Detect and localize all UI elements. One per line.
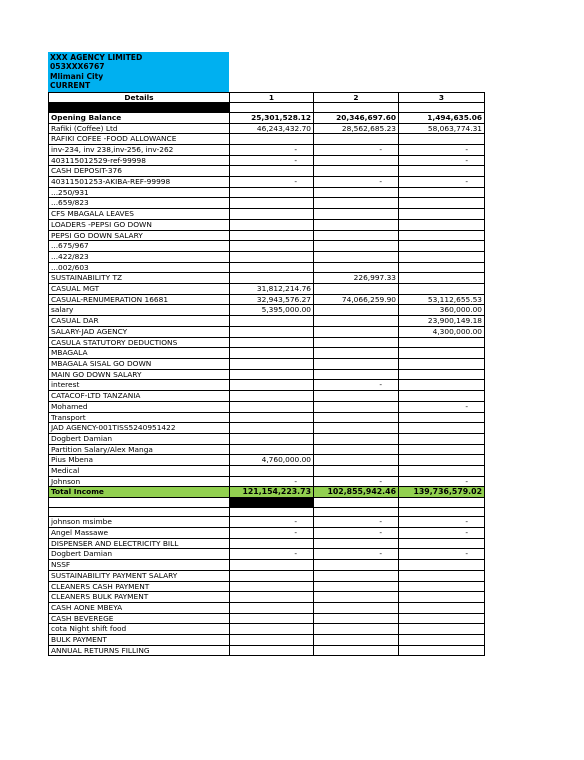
company-name: XXX AGENCY LIMITED: [50, 53, 143, 62]
company-header: [48, 52, 229, 92]
row-value: [314, 423, 399, 434]
total-value: 139,736,579.02: [399, 487, 485, 498]
row-value: [399, 134, 485, 145]
row-value: [399, 444, 485, 455]
table-row: [49, 230, 485, 241]
row-label: MAIN GO DOWN SALARY: [49, 369, 230, 380]
row-value: [314, 369, 399, 380]
row-value: [399, 645, 485, 656]
total-value: 121,154,223.73: [230, 487, 314, 498]
row-value: [314, 230, 399, 241]
row-value: [230, 337, 314, 348]
table-row: [49, 517, 485, 528]
row-label: MBAGALA SISAL GO DOWN: [49, 359, 230, 370]
row-label: CASH DEPOSIT-376: [49, 166, 230, 177]
row-value: 46,243,432.70: [230, 123, 314, 134]
row-value: [314, 326, 399, 337]
row-label: JAD AGENCY-001TISS5240951422: [49, 423, 230, 434]
blank-cell: [49, 507, 230, 517]
row-label: ...250/931: [49, 187, 230, 198]
row-value: [314, 570, 399, 581]
row-value: -: [230, 517, 314, 528]
row-value: [399, 391, 485, 402]
row-value: [399, 412, 485, 423]
row-value: [230, 198, 314, 209]
row-value: [230, 401, 314, 412]
row-value: -: [314, 380, 399, 391]
separator-cell: [230, 498, 314, 508]
table-row: [49, 476, 485, 487]
row-value: [399, 187, 485, 198]
row-value: [230, 635, 314, 646]
table-row: [49, 123, 485, 134]
table-row: [49, 433, 485, 444]
row-value: [230, 187, 314, 198]
row-value: [230, 326, 314, 337]
table-row: [49, 316, 485, 327]
row-value: [314, 251, 399, 262]
row-label: Pius Mbena: [49, 455, 230, 466]
row-label: CASUAL-RENUMERATION 16681: [49, 294, 230, 305]
row-value: [314, 219, 399, 230]
table-row: [49, 592, 485, 603]
row-value: [399, 635, 485, 646]
row-value: [314, 337, 399, 348]
table-row: [49, 444, 485, 455]
spreadsheet: [48, 52, 484, 656]
row-value: [230, 613, 314, 624]
row-value: [230, 538, 314, 549]
row-label: CASULA STATUTORY DEDUCTIONS: [49, 337, 230, 348]
row-value: -: [314, 528, 399, 539]
row-value: [399, 455, 485, 466]
row-value: [399, 273, 485, 284]
separator-row: [49, 103, 485, 113]
row-label: MBAGALA: [49, 348, 230, 359]
row-value: [399, 230, 485, 241]
row-value: [399, 337, 485, 348]
row-label: DISPENSER AND ELECTRICITY BILL: [49, 538, 230, 549]
row-value: [399, 613, 485, 624]
row-value: [399, 262, 485, 273]
row-label: ...659/823: [49, 198, 230, 209]
row-value: 5,395,000.00: [230, 305, 314, 316]
table-row: [49, 528, 485, 539]
row-value: [230, 602, 314, 613]
row-value: -: [399, 144, 485, 155]
row-label: cota Night shift food: [49, 624, 230, 635]
row-value: [230, 273, 314, 284]
row-value: [399, 624, 485, 635]
row-value: -: [314, 549, 399, 560]
row-label: CFS MBAGALA LEAVES: [49, 209, 230, 220]
ledger-table: [48, 92, 485, 657]
row-label: Dogbert Damian: [49, 549, 230, 560]
table-row: [49, 455, 485, 466]
row-value: [314, 187, 399, 198]
row-value: [230, 592, 314, 603]
row-value: 4,300,000.00: [399, 326, 485, 337]
table-row: [49, 613, 485, 624]
row-label: johnson msimbe: [49, 517, 230, 528]
row-value: -: [230, 144, 314, 155]
row-label: BULK PAYMENT: [49, 635, 230, 646]
row-value: [399, 560, 485, 571]
row-value: -: [399, 155, 485, 166]
table-row: [49, 241, 485, 252]
table-row: [49, 348, 485, 359]
row-value: [230, 209, 314, 220]
blank-cell: [399, 507, 485, 517]
row-value: [314, 602, 399, 613]
row-label: SUSTAINABILITY TZ: [49, 273, 230, 284]
table-row: [49, 219, 485, 230]
row-value: [230, 219, 314, 230]
row-value: [314, 538, 399, 549]
row-value: -: [230, 155, 314, 166]
row-value: [230, 560, 314, 571]
table-row: [49, 391, 485, 402]
table-row: [49, 570, 485, 581]
row-value: [314, 209, 399, 220]
row-value: -: [399, 401, 485, 412]
row-value: [314, 560, 399, 571]
row-value: 20,346,697.60: [314, 112, 399, 123]
row-value: [230, 241, 314, 252]
row-value: [314, 241, 399, 252]
row-value: 23,900,149.18: [399, 316, 485, 327]
table-row: [49, 401, 485, 412]
row-value: -: [314, 177, 399, 188]
table-row: [49, 209, 485, 220]
table-row: [49, 112, 485, 123]
row-value: -: [230, 549, 314, 560]
row-label: Dogbert Damian: [49, 433, 230, 444]
row-value: [314, 635, 399, 646]
company-code: 053XXX6767: [50, 62, 105, 72]
blank-cell: [230, 507, 314, 517]
table-row: [49, 369, 485, 380]
row-value: -: [399, 528, 485, 539]
row-value: -: [230, 177, 314, 188]
row-label: ...422/823: [49, 251, 230, 262]
row-value: -: [230, 528, 314, 539]
table-row: [49, 198, 485, 209]
table-row: [49, 187, 485, 198]
row-value: 31,812,214.76: [230, 284, 314, 295]
row-value: 53,112,655.53: [399, 294, 485, 305]
table-row: [49, 144, 485, 155]
table-row: [49, 326, 485, 337]
table-row: [49, 380, 485, 391]
row-label: NSSF: [49, 560, 230, 571]
row-label: CLEANERS BULK PAYMENT: [49, 592, 230, 603]
row-value: [399, 602, 485, 613]
row-value: 360,000.00: [399, 305, 485, 316]
row-label: LOADERS -PEPSI GO DOWN: [49, 219, 230, 230]
row-value: [230, 570, 314, 581]
row-value: [399, 219, 485, 230]
row-value: [399, 251, 485, 262]
row-value: [230, 380, 314, 391]
table-row: [49, 284, 485, 295]
row-value: [230, 348, 314, 359]
row-value: -: [399, 549, 485, 560]
row-value: [230, 645, 314, 656]
table-row: [49, 466, 485, 477]
row-value: [399, 209, 485, 220]
row-label: Angel Massawe: [49, 528, 230, 539]
table-row: [49, 624, 485, 635]
row-label: Transport: [49, 412, 230, 423]
table-row: [49, 305, 485, 316]
row-label: 40311501253-AKIBA-REF-99998: [49, 177, 230, 188]
table-row: [49, 337, 485, 348]
table-row: [49, 251, 485, 262]
row-value: [314, 391, 399, 402]
row-value: [314, 284, 399, 295]
separator-cell: [314, 103, 399, 113]
row-value: [314, 401, 399, 412]
row-value: [314, 624, 399, 635]
row-value: -: [230, 476, 314, 487]
table-row: [49, 581, 485, 592]
row-label: ...002/603: [49, 262, 230, 273]
table-row: [49, 538, 485, 549]
row-label: Rafiki (Coffee) Ltd: [49, 123, 230, 134]
row-label: Opening Balance: [49, 112, 230, 123]
row-value: 58,063,774.31: [399, 123, 485, 134]
row-label: CASUAL DAR: [49, 316, 230, 327]
total-row: [49, 487, 485, 498]
column-header: Details: [49, 92, 230, 103]
table-row: [49, 155, 485, 166]
row-value: [230, 412, 314, 423]
row-value: [230, 466, 314, 477]
column-header: 2: [314, 92, 399, 103]
row-value: [314, 613, 399, 624]
row-label: Mohamed: [49, 401, 230, 412]
row-value: 1,494,635.06: [399, 112, 485, 123]
row-value: [314, 166, 399, 177]
row-value: [230, 444, 314, 455]
row-value: -: [399, 177, 485, 188]
table-row: [49, 166, 485, 177]
row-label: SALARY-JAD AGENCY: [49, 326, 230, 337]
row-label: CASH BEVEREGE: [49, 613, 230, 624]
separator-row: [49, 498, 485, 508]
row-value: [230, 251, 314, 262]
table-row: [49, 602, 485, 613]
row-label: interest: [49, 380, 230, 391]
table-row: [49, 549, 485, 560]
table-row: [49, 294, 485, 305]
table-row: [49, 359, 485, 370]
separator-cell: [230, 103, 314, 113]
row-value: 32,943,576.27: [230, 294, 314, 305]
separator-cell: [49, 498, 230, 508]
row-value: [230, 581, 314, 592]
blank-cell: [314, 507, 399, 517]
row-label: PEPSI GO DOWN SALARY: [49, 230, 230, 241]
row-value: [399, 380, 485, 391]
separator-cell: [399, 103, 485, 113]
row-label: SUSTAINABILITY PAYMENT SALARY: [49, 570, 230, 581]
row-label: RAFIKI COFEE -FOOD ALLOWANCE: [49, 134, 230, 145]
row-label: CATACOF-LTD TANZANIA: [49, 391, 230, 402]
row-value: [230, 433, 314, 444]
row-value: [399, 166, 485, 177]
row-label: ...675/967: [49, 241, 230, 252]
row-value: 25,301,528.12: [230, 112, 314, 123]
row-value: 28,562,685.23: [314, 123, 399, 134]
row-value: [314, 444, 399, 455]
row-value: 226,997.33: [314, 273, 399, 284]
row-value: [399, 369, 485, 380]
row-value: [399, 570, 485, 581]
row-value: [314, 348, 399, 359]
row-value: [230, 316, 314, 327]
row-label: salary: [49, 305, 230, 316]
table-row: [49, 273, 485, 284]
row-value: [230, 134, 314, 145]
row-value: [314, 581, 399, 592]
row-label: Johnson: [49, 476, 230, 487]
row-value: [399, 581, 485, 592]
column-header: 1: [230, 92, 314, 103]
row-value: [230, 262, 314, 273]
separator-cell: [399, 498, 485, 508]
row-label: ANNUAL RETURNS FILLING: [49, 645, 230, 656]
row-value: 4,760,000.00: [230, 455, 314, 466]
row-value: [230, 624, 314, 635]
row-label: Partition Salary/Alex Manga: [49, 444, 230, 455]
table-row: [49, 423, 485, 434]
table-row: [49, 262, 485, 273]
row-value: 74,066,259.90: [314, 294, 399, 305]
row-value: [230, 166, 314, 177]
row-value: [399, 592, 485, 603]
company-city: Mlimani City: [50, 71, 104, 81]
total-label: Total Income: [49, 487, 230, 498]
row-value: -: [399, 476, 485, 487]
table-row: [49, 560, 485, 571]
row-value: [399, 423, 485, 434]
row-value: [399, 538, 485, 549]
row-value: [399, 241, 485, 252]
row-value: -: [314, 517, 399, 528]
row-value: -: [314, 476, 399, 487]
row-value: [230, 423, 314, 434]
row-value: [399, 433, 485, 444]
row-label: inv-234, inv 238,inv-256, inv-262: [49, 144, 230, 155]
row-label: CASH AONE MBEYA: [49, 602, 230, 613]
row-value: [399, 198, 485, 209]
row-value: [314, 412, 399, 423]
row-label: 403115012529-ref-99998: [49, 155, 230, 166]
row-value: [399, 466, 485, 477]
row-value: [314, 198, 399, 209]
row-value: [230, 391, 314, 402]
row-value: [399, 359, 485, 370]
row-label: CASUAL MGT: [49, 284, 230, 295]
separator-cell: [314, 498, 399, 508]
table-row: [49, 635, 485, 646]
row-value: [314, 466, 399, 477]
row-value: [314, 155, 399, 166]
row-value: [314, 316, 399, 327]
row-value: [230, 369, 314, 380]
row-value: [399, 284, 485, 295]
row-label: Medical: [49, 466, 230, 477]
row-value: [314, 359, 399, 370]
column-header-row: [49, 92, 485, 103]
table-row: [49, 645, 485, 656]
row-value: [314, 455, 399, 466]
account-type: CURRENT: [50, 81, 91, 91]
row-value: [314, 305, 399, 316]
table-row: [49, 177, 485, 188]
row-value: [314, 645, 399, 656]
row-value: -: [314, 144, 399, 155]
blank-row: [49, 507, 485, 517]
table-row: [49, 412, 485, 423]
row-value: -: [399, 517, 485, 528]
row-value: [314, 262, 399, 273]
row-value: [399, 348, 485, 359]
row-label: CLEANERS CASH PAYMENT: [49, 581, 230, 592]
row-value: [314, 134, 399, 145]
total-value: 102,855,942.46: [314, 487, 399, 498]
table-row: [49, 134, 485, 145]
row-value: [230, 359, 314, 370]
row-value: [314, 433, 399, 444]
column-header: 3: [399, 92, 485, 103]
row-value: [230, 230, 314, 241]
row-value: [314, 592, 399, 603]
separator-cell: [49, 103, 230, 113]
